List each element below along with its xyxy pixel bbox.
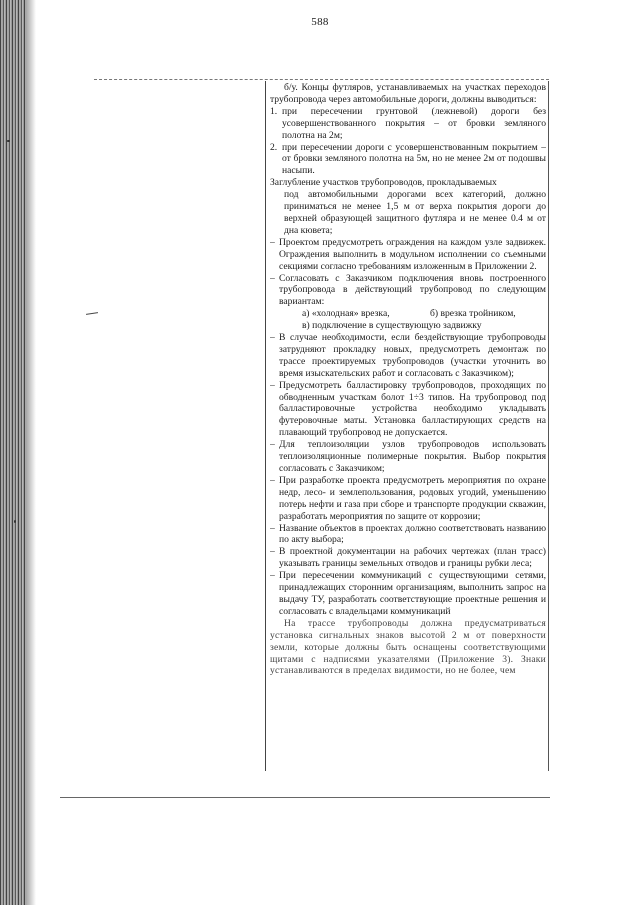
bullet-item <box>270 546 546 570</box>
bullet-text: Предусмотреть балластировку трубопроводов, проходящих по обводненным участкам болот 1÷3 типов. На трубопровод под балластировочные устройства необходимо укладывать футеровочные маты. Установка балластирующих средств на плавающий трубопровод не допускается. <box>279 379 546 439</box>
bullet-item <box>270 237 546 273</box>
numbered-item-2 <box>270 142 546 178</box>
intro-paragraph: б/у. Концы футляров, устанавливаемых на участках переходов трубопровода через автомобильные дороги, должны выводиться: <box>270 82 546 105</box>
bullet-text: Проектом предусмотреть ограждения на каждом узле задвижек. Ограждения выполнить в модульном исполнении со съемными секциями согласно требованиям изложенным в Приложении 2. <box>279 236 546 272</box>
dash-marker: – <box>270 546 275 558</box>
scan-speck <box>7 140 10 142</box>
bullet-item <box>270 380 546 440</box>
dash-marker: – <box>270 474 275 486</box>
dash-marker: – <box>270 272 275 284</box>
dash-marker: – <box>270 439 275 451</box>
scan-shadow <box>26 0 36 905</box>
item-text: при пересечении грунтовой (лежневой) дороги без усовершенствованного покрытия – от бровки земляного полотна на 2м; <box>282 105 546 141</box>
column-divider <box>265 81 266 771</box>
dash-marker: – <box>270 570 275 582</box>
bullet-item <box>270 332 546 380</box>
dash-marker: – <box>270 522 275 534</box>
bullet-item <box>270 523 546 547</box>
burial-continuation: под автомобильными дорогами всех категорий, должно приниматься не менее 1,5 м от верха покрытия дороги до верхней образующей защитного футляра и не менее 0.4 м от дна кювета; <box>284 189 546 236</box>
burial-paragraph <box>270 177 546 237</box>
variant-c: в) подключение в существующую задвижку <box>302 320 482 332</box>
bullet-text: В случае необходимости, если бездействующие трубопроводы затрудняют прокладку новых, предусмотреть демонтаж по трассе проектируемых трубопроводов (участки уточнить во время изыскательских работ и согласовать с Заказчиком); <box>279 332 546 379</box>
variant-b: б) врезка тройником, <box>430 308 516 320</box>
variants-row <box>302 308 546 320</box>
bullet-item <box>270 475 546 523</box>
item-number: 2. <box>270 141 278 153</box>
numbered-item-1 <box>270 106 546 142</box>
variants-list <box>270 308 546 332</box>
page-number: 588 <box>311 16 329 28</box>
bullet-text: Для теплоизоляции узлов трубопроводов использовать теплоизоляционные полимерные покрытия. Выбор покрытия согласовать с Заказчиком; <box>279 439 546 474</box>
final-paragraph: На трассе трубопроводы должна предусматриваться установка сигнальных знаков высотой 2 м от поверхности земли, которые должны быть оснащены соответствующими щитами с надписями указателями (Приложение 3). Знаки устанавливаются в пределах видимости, но не более, чем <box>270 617 546 677</box>
scan-binding-edge <box>0 0 26 905</box>
margin-mark <box>86 312 98 315</box>
scan-speck <box>14 520 16 523</box>
variant-a: а) «холодная» врезка, <box>302 308 390 320</box>
item-number: 1. <box>270 105 278 117</box>
bullet-text: При пересечении коммуникаций с существующими сетями, принадлежащих сторонним организациям, выполнить запрос на выдачу ТУ, разработать соответствующие проектные решения и согласовать с владельцами коммуникаций <box>279 570 546 617</box>
dash-marker: – <box>270 379 275 391</box>
bullet-text: Название объектов в проектах должно соответствовать названию по акту выбора; <box>279 522 546 546</box>
bullet-text: В проектной документации на рабочих чертежах (план трасс) указывать границы земельных отводов и границы рубки леса; <box>279 546 546 570</box>
burial-first-line: Заглубление участков трубопроводов, прокладываемых <box>270 177 497 189</box>
requirements-column <box>270 82 546 772</box>
bullet-text: Согласовать с Заказчиком подключения вновь построенного трубопровода в действующий трубопровод по следующим вариантам: <box>279 272 546 308</box>
bullet-item <box>270 439 546 475</box>
bullet-text: При разработке проекта предусмотреть мероприятия по охране недр, лесо- и землепользования, родовых угодий, уменьшению потерь нефти и газа при сборе и транспорте продукции скважин, разработать мероприятия по защите от коррозии; <box>279 474 546 522</box>
bullet-item <box>270 570 546 618</box>
page-bottom-line <box>60 797 550 798</box>
table-top-border <box>94 79 549 80</box>
dash-marker: – <box>270 332 275 344</box>
dash-marker: – <box>270 236 275 248</box>
table-right-border <box>548 81 549 771</box>
bullet-item <box>270 273 546 309</box>
item-text: при пересечении дороги с усовершенствованным покрытием – от бровки земляного полотна на 5м, но не менее 2м от подошвы насыпи. <box>282 141 546 177</box>
